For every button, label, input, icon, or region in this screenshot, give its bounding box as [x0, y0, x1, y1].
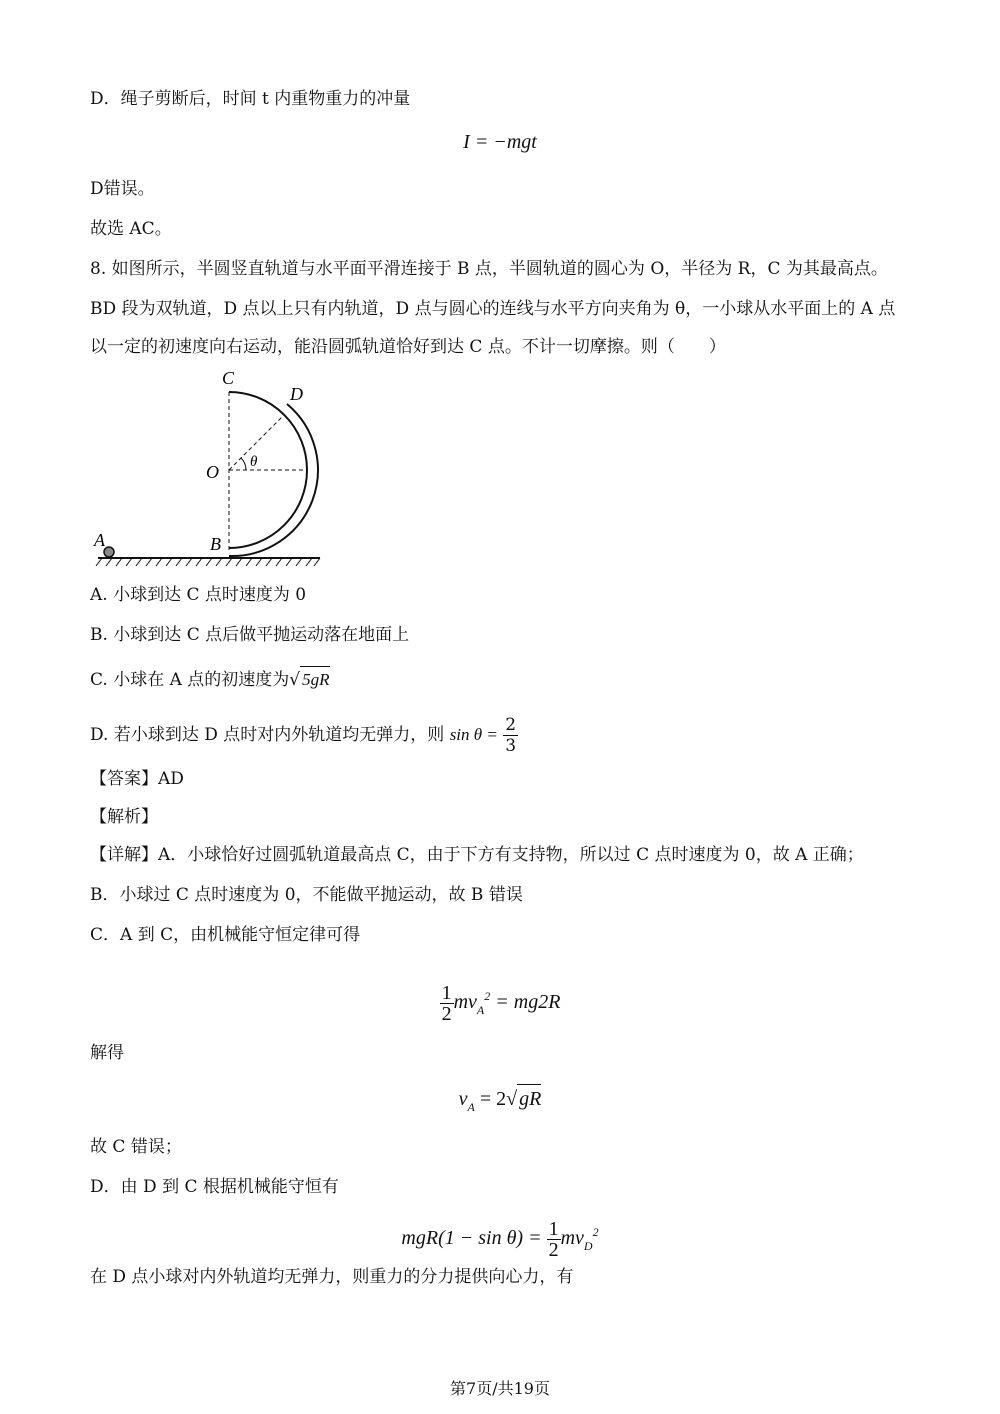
- detail-c: C．A 到 C，由机械能守恒定律可得: [90, 925, 361, 945]
- label-c: C: [222, 368, 235, 388]
- label-o: O: [206, 462, 219, 482]
- label-a: A: [94, 530, 105, 550]
- option-d-prefix: D. 若小球到达 D 点时对内外轨道均无弹力，则: [90, 725, 445, 745]
- solve-text: 解得: [90, 1043, 124, 1063]
- d-wrong-text: D错误。: [90, 179, 155, 199]
- label-d: D: [290, 384, 303, 404]
- eq4-lhs: mgR(1 − sin θ) =: [401, 1227, 542, 1249]
- option-d-den: 3: [505, 736, 517, 756]
- option-c: [90, 666, 330, 693]
- eq2-num: 1: [441, 981, 452, 1004]
- option-d-fraction: [503, 715, 518, 756]
- label-theta: θ: [250, 454, 258, 470]
- eq4-sup: 2: [592, 1225, 599, 1239]
- c-wrong-text: 故 C 错误；: [90, 1137, 182, 1157]
- eq3-lhs: v: [458, 1088, 468, 1110]
- semicircle-track-figure: [88, 362, 338, 572]
- detail-a: 【详解】A．小球恰好过圆弧轨道最高点 C，由于下方有支持物，所以过 C 点时速度为 0，故 A 正确；: [90, 845, 864, 865]
- question-8-line3: 以一定的初速度向右运动，能沿圆弧轨道恰好到达 C 点。不计一切摩擦。则（ ）: [90, 337, 726, 357]
- detail-b: B．小球过 C 点时速度为 0，不能做平抛运动，故 B 错误: [90, 885, 523, 905]
- equation-energy-d-to-c: [0, 1208, 1000, 1261]
- d-intro-text: D．由 D 到 C 根据机械能守恒有: [90, 1177, 339, 1197]
- equation-energy-a-to-c: [0, 972, 1000, 1025]
- eq2-body: mv: [453, 991, 477, 1013]
- eq2-rhs: = mg2R: [490, 991, 561, 1013]
- eq2-sub: A: [476, 1003, 485, 1017]
- equation-va: [0, 1084, 1000, 1121]
- choose-text: 故选 AC。: [90, 219, 172, 239]
- eq3-sqrt: gR: [517, 1084, 541, 1113]
- equation-impulse: I = −mgt: [463, 131, 537, 153]
- sqrt-symbol-icon: √: [506, 1088, 518, 1110]
- question-8-line2: BD 段为双轨道，D 点以上只有内轨道，D 点与圆心的连线与水平方向夹角为 θ，一小球从水平面上的 A 点: [90, 299, 896, 319]
- eq2-sup: 2: [484, 989, 491, 1003]
- analysis-heading: 【解析】: [90, 807, 158, 827]
- option-a: A. 小球到达 C 点时速度为 0: [90, 585, 307, 605]
- page-footer: 第7页/共19页: [450, 1379, 550, 1398]
- label-b: B: [210, 534, 221, 554]
- sqrt-symbol-icon: √: [289, 670, 301, 690]
- option-d-func: sin θ =: [449, 725, 498, 744]
- option-d: [90, 712, 518, 758]
- question-8-line1: 8. 如图所示，半圆竖直轨道与水平面平滑连接于 B 点，半圆轨道的圆心为 O，半径为 R，C 为其最高点。: [90, 259, 888, 279]
- eq2-fraction: [440, 983, 454, 1024]
- eq4-den: 2: [548, 1238, 559, 1261]
- eq2-den: 2: [441, 1002, 452, 1025]
- answer-line: 【答案】AD: [90, 769, 184, 789]
- option-c-text: C. 小球在 A 点的初速度为: [90, 670, 290, 690]
- option-b: B. 小球到达 C 点后做平抛运动落在地面上: [90, 625, 410, 645]
- eq4-body: mv: [560, 1227, 584, 1249]
- option-d-text: D．绳子剪断后，时间 t 内重物重力的冲量: [90, 89, 411, 109]
- eq4-sub: D: [583, 1239, 593, 1253]
- eq4-num: 1: [548, 1217, 559, 1240]
- eq4-fraction: [547, 1219, 561, 1260]
- option-d-num: 2: [505, 715, 517, 735]
- ball-a: [104, 547, 114, 557]
- eq3-sub: A: [467, 1100, 475, 1114]
- eq3-mid: = 2: [474, 1088, 507, 1110]
- option-c-sqrt: 5gR: [300, 666, 329, 693]
- last-line: 在 D 点小球对内外轨道均无弹力，则重力的分力提供向心力，有: [90, 1267, 574, 1287]
